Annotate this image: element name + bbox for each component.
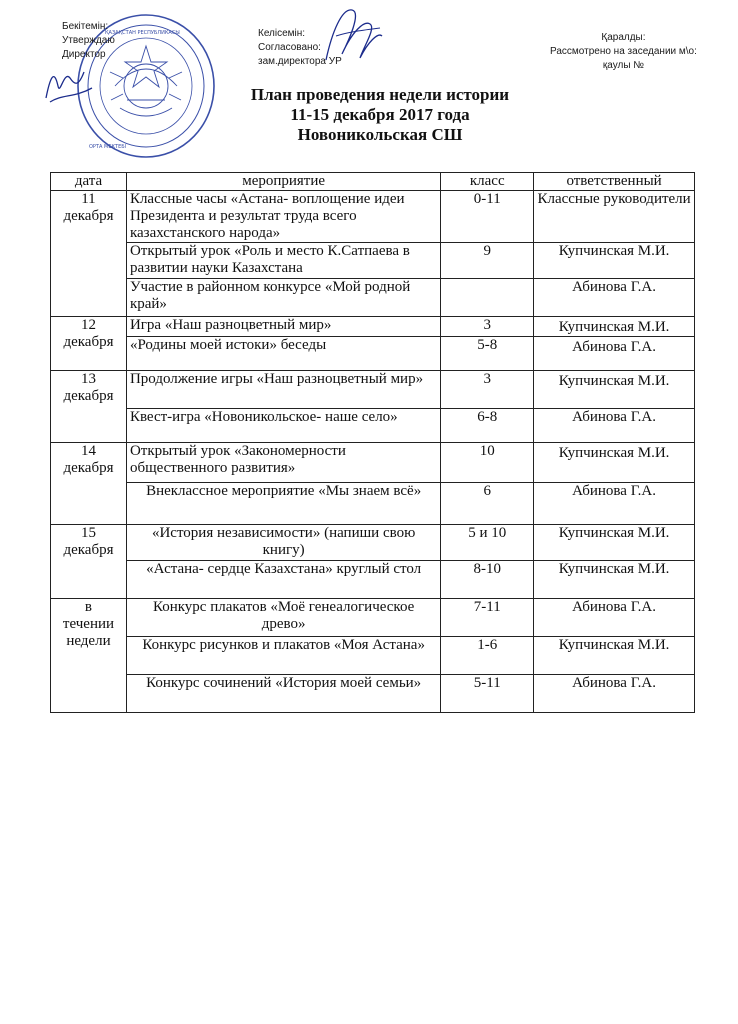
svg-text:ҚАЗАҚСТАН РЕСПУБЛИКАСЫ: ҚАЗАҚСТАН РЕСПУБЛИКАСЫ xyxy=(105,30,180,36)
header-event: мероприятие xyxy=(126,173,440,191)
table-row xyxy=(51,525,695,561)
responsible-cell: Абинова Г.А. xyxy=(534,675,695,713)
table-row xyxy=(51,371,695,409)
svg-text:ОРТА МЕКТЕБІ: ОРТА МЕКТЕБІ xyxy=(89,144,127,150)
approval-position: Директор xyxy=(62,49,106,60)
table-row xyxy=(51,191,695,243)
date-day: 11 xyxy=(81,191,96,207)
responsible-cell: Купчинская М.И. xyxy=(534,317,695,337)
responsible-cell: Абинова Г.А. xyxy=(534,409,695,443)
date-cell xyxy=(51,443,127,525)
responsible-cell: Купчинская М.И. xyxy=(534,637,695,675)
date-cell xyxy=(51,371,127,443)
review-label-kz: Қаралды: xyxy=(601,32,646,43)
date-month: декабря xyxy=(63,208,114,224)
class-cell: 6-8 xyxy=(441,409,534,443)
date-day: 15 xyxy=(80,525,96,541)
class-cell: 10 xyxy=(441,443,534,483)
class-cell: 9 xyxy=(441,243,534,279)
class-cell: 1-6 xyxy=(441,637,534,675)
approval-block xyxy=(62,20,115,62)
date-day: 14 xyxy=(80,443,96,459)
table-row xyxy=(51,599,695,637)
table-row xyxy=(51,443,695,483)
class-cell: 0-11 xyxy=(441,191,534,243)
event-cell: «История независимости» (напиши свою книгу) xyxy=(126,525,440,561)
class-cell xyxy=(441,279,534,317)
responsible-cell: Абинова Г.А. xyxy=(534,279,695,317)
title-line-1: План проведения недели истории xyxy=(250,85,510,104)
responsible-cell: Купчинская М.И. xyxy=(534,443,695,483)
review-block xyxy=(550,31,697,73)
responsible-cell: Купчинская М.И. xyxy=(534,525,695,561)
table-row xyxy=(51,279,695,317)
agreement-position: зам.директора УР xyxy=(258,56,342,67)
table-row xyxy=(51,483,695,525)
date-day: 12 xyxy=(80,317,96,333)
date-line-1: в xyxy=(84,599,93,615)
header-date: дата xyxy=(51,173,127,191)
approval-label-kz: Бекітемін: xyxy=(62,21,109,32)
table-row xyxy=(51,409,695,443)
date-month: декабря xyxy=(63,388,114,404)
responsible-cell: Абинова Г.А. xyxy=(534,337,695,371)
event-cell: Участие в районном конкурсе «Мой родной край» xyxy=(126,279,440,317)
document-title xyxy=(170,85,590,145)
class-cell: 5-8 xyxy=(441,337,534,371)
responsible-cell: Купчинская М.И. xyxy=(534,371,695,409)
table-row xyxy=(51,675,695,713)
event-cell: Продолжение игры «Наш разноцветный мир» xyxy=(126,371,440,409)
date-cell xyxy=(51,525,127,599)
responsible-cell: Абинова Г.А. xyxy=(534,599,695,637)
class-cell: 5 и 10 xyxy=(441,525,534,561)
date-line-3: недели xyxy=(66,633,111,649)
date-cell xyxy=(51,317,127,371)
event-cell: Открытый урок «Закономерности общественного развития» xyxy=(126,443,440,483)
class-cell: 6 xyxy=(441,483,534,525)
class-cell: 3 xyxy=(441,371,534,409)
date-month: декабря xyxy=(63,334,114,350)
table-row xyxy=(51,317,695,337)
agreement-block xyxy=(258,27,342,69)
date-cell xyxy=(51,599,127,713)
table-header-row xyxy=(51,173,695,191)
responsible-cell: Абинова Г.А. xyxy=(534,483,695,525)
class-cell: 7-11 xyxy=(441,599,534,637)
event-cell: «Родины моей истоки» беседы xyxy=(126,337,440,371)
agreement-label-ru: Согласовано: xyxy=(258,42,321,53)
event-cell: «Астана- сердце Казахстана» круглый стол xyxy=(126,561,440,599)
date-day: 13 xyxy=(80,371,96,387)
responsible-cell: Классные руководители xyxy=(534,191,695,243)
date-line-2: течении xyxy=(62,616,115,632)
event-cell: Конкурс плакатов «Моё генеалогическое древо» xyxy=(126,599,440,637)
class-cell: 5-11 xyxy=(441,675,534,713)
table-row xyxy=(51,337,695,371)
table-row xyxy=(51,243,695,279)
class-cell: 3 xyxy=(441,317,534,337)
event-cell: Классные часы «Астана- воплощение идеи Президента и результат труда всего казахстанского народа» xyxy=(126,191,440,243)
date-month: декабря xyxy=(63,460,114,476)
event-cell: Внеклассное мероприятие «Мы знаем всё» xyxy=(126,483,440,525)
header-class: класс xyxy=(441,173,534,191)
class-cell: 8-10 xyxy=(441,561,534,599)
date-month: декабря xyxy=(63,542,114,558)
title-line-3: Новоникольская СШ xyxy=(297,125,463,144)
event-cell: Игра «Наш разноцветный мир» xyxy=(126,317,440,337)
header-responsible: ответственный xyxy=(534,173,695,191)
title-line-2: 11-15 декабря 2017 года xyxy=(290,105,470,124)
event-cell: Конкурс сочинений «История моей семьи» xyxy=(126,675,440,713)
events-table xyxy=(50,172,695,713)
event-cell: Квест-игра «Новоникольское- наше село» xyxy=(126,409,440,443)
review-label-ru: Рассмотрено на заседании м\о: xyxy=(550,46,697,57)
responsible-cell: Купчинская М.И. xyxy=(534,243,695,279)
event-cell: Открытый урок «Роль и место К.Сатпаева в развитии науки Казахстана xyxy=(126,243,440,279)
approval-label-ru: Утверждаю xyxy=(62,35,115,46)
director-signature xyxy=(40,58,110,108)
event-cell: Конкурс рисунков и плакатов «Моя Астана» xyxy=(126,637,440,675)
responsible-cell: Купчинская М.И. xyxy=(534,561,695,599)
table-row xyxy=(51,561,695,599)
table-row xyxy=(51,637,695,675)
date-cell xyxy=(51,191,127,317)
review-protocol-number: қаулы № xyxy=(602,60,645,71)
agreement-label-kz: Келісемін: xyxy=(258,28,306,39)
